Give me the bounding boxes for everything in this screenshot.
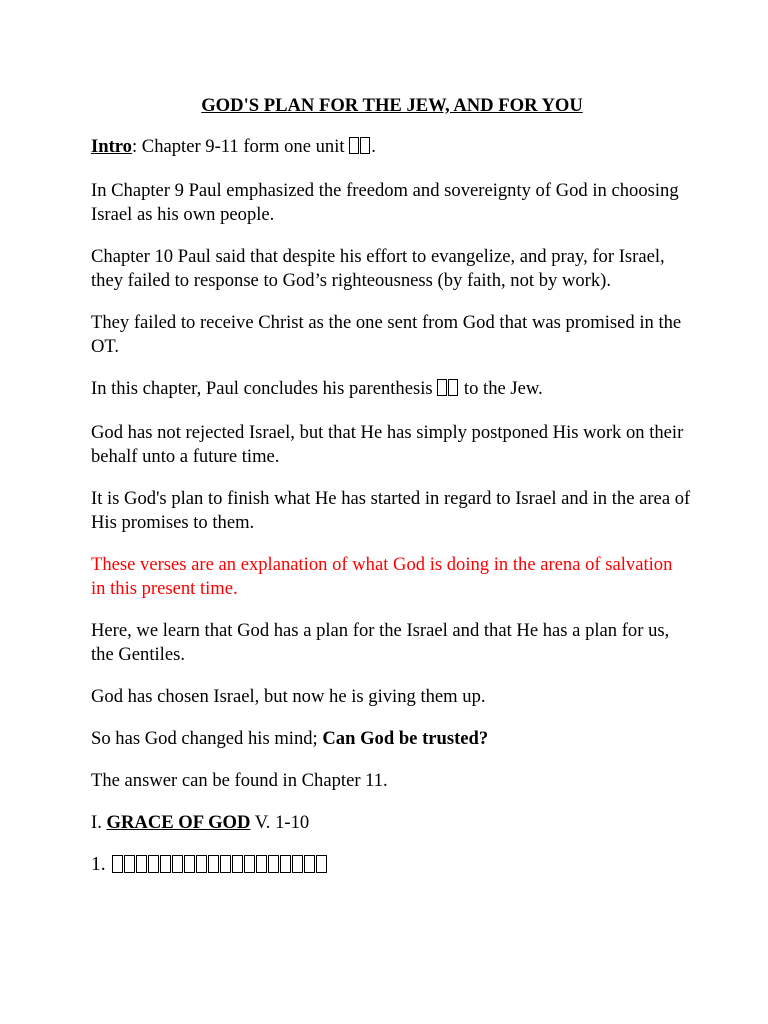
list-item-1	[91, 853, 691, 879]
missing-glyph-box	[220, 855, 231, 873]
document-body	[91, 94, 691, 897]
paragraph-chosen-israel: God has chosen Israel, but now he is giving them up.	[91, 686, 486, 707]
missing-glyph-box	[112, 855, 123, 873]
paragraph-not-rejected: God has not rejected Israel, but that He has simply postponed His work on their behalf unto a future time.	[91, 422, 684, 467]
missing-glyph-box	[172, 855, 183, 873]
missing-glyph-box	[196, 855, 207, 873]
unrendered-glyphs	[349, 137, 371, 161]
missing-glyph-box	[148, 855, 159, 873]
missing-glyph-box	[349, 137, 359, 154]
paragraph-chapter-9: In Chapter 9 Paul emphasized the freedom and sovereignty of God in choosing Israel as his own people.	[91, 180, 679, 225]
intro-paragraph	[91, 135, 691, 161]
question-bold: Can God be trusted?	[322, 728, 489, 749]
missing-glyph-box	[136, 855, 147, 873]
missing-glyph-box	[256, 855, 267, 873]
list-number: 1.	[91, 854, 111, 875]
paragraph-gods-plan: It is God's plan to finish what He has started in regard to Israel and in the area of His promises to them.	[91, 488, 691, 533]
missing-glyph-box	[160, 855, 171, 873]
question-lead: So has God changed his mind;	[91, 728, 323, 749]
missing-glyph-box	[208, 855, 219, 873]
missing-glyph-box	[316, 855, 327, 873]
missing-glyph-box	[360, 137, 370, 154]
section-numeral: I.	[91, 812, 107, 833]
section-title: GRACE OF GOD	[106, 812, 251, 833]
unrendered-glyphs	[437, 379, 459, 403]
missing-glyph-box	[232, 855, 243, 873]
document-title: GOD'S PLAN FOR THE JEW, AND FOR YOU	[201, 95, 583, 116]
paragraph-receive-christ: They failed to receive Christ as the one sent from God that was promised in the OT.	[91, 312, 682, 357]
parenthesis-text-end: to the Jew.	[459, 378, 543, 399]
missing-glyph-box	[244, 855, 255, 873]
paragraph-question	[91, 727, 691, 751]
paragraph-chapter-10: Chapter 10 Paul said that despite his effort to evangelize, and pray, for Israel, they failed to response to God’s righteousness (by faith, not by work).	[91, 246, 665, 291]
intro-text-end: .	[371, 136, 376, 157]
missing-glyph-box	[124, 855, 135, 873]
intro-text: : Chapter 9-11 form one unit	[131, 136, 350, 157]
unrendered-glyphs	[111, 855, 327, 879]
section-reference: V. 1-10	[250, 812, 310, 833]
highlighted-paragraph: These verses are an explanation of what God is doing in the arena of salvation in this present time.	[91, 554, 673, 599]
parenthesis-text: In this chapter, Paul concludes his parenthesis	[91, 378, 438, 399]
missing-glyph-box	[292, 855, 303, 873]
paragraph-answer: The answer can be found in Chapter 11.	[91, 770, 388, 791]
missing-glyph-box	[280, 855, 291, 873]
missing-glyph-box	[184, 855, 195, 873]
intro-label: Intro	[91, 136, 132, 157]
paragraph-parenthesis	[91, 377, 691, 403]
missing-glyph-box	[448, 379, 458, 396]
missing-glyph-box	[304, 855, 315, 873]
missing-glyph-box	[437, 379, 447, 396]
paragraph-two-plans: Here, we learn that God has a plan for the Israel and that He has a plan for us, the Gentiles.	[91, 620, 670, 665]
section-heading	[91, 811, 691, 835]
missing-glyph-box	[268, 855, 279, 873]
